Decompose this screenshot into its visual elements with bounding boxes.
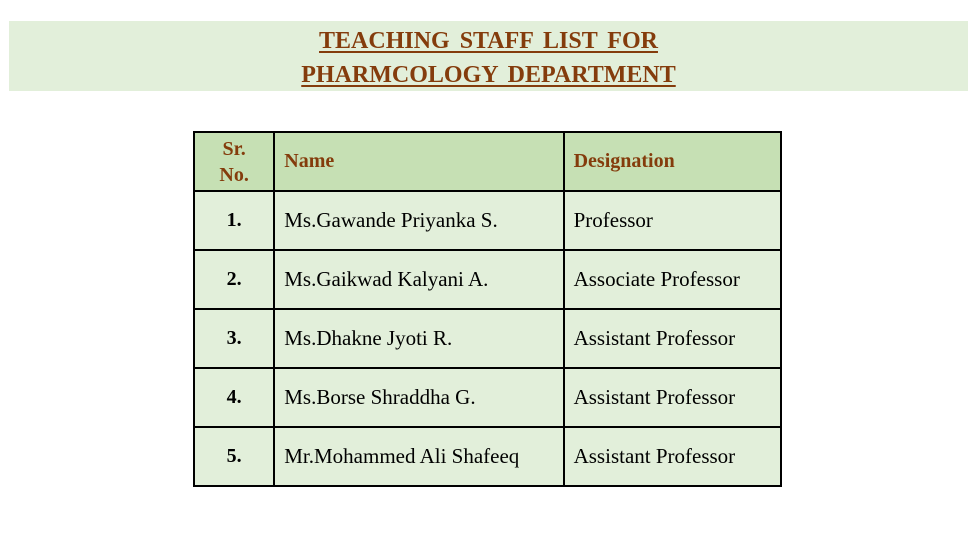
header-designation: Designation: [564, 132, 781, 191]
cell-designation: Assistant Professor: [564, 368, 781, 427]
title-line-2: PHARMCOLOGY DEPARTMENT: [301, 62, 676, 88]
table-row: [194, 250, 781, 309]
cell-name: Ms.Borse Shraddha G.: [274, 368, 563, 427]
cell-sr-no: 2.: [194, 250, 274, 309]
table-row: [194, 191, 781, 250]
table-row: [194, 309, 781, 368]
header-sr-line2: No.: [219, 163, 249, 186]
cell-designation: Professor: [564, 191, 781, 250]
header-name: Name: [274, 132, 563, 191]
cell-designation: Assistant Professor: [564, 309, 781, 368]
table-row: [194, 427, 781, 486]
cell-name: Ms.Gawande Priyanka S.: [274, 191, 563, 250]
staff-table: [193, 131, 782, 487]
cell-designation: Associate Professor: [564, 250, 781, 309]
cell-designation: Assistant Professor: [564, 427, 781, 486]
cell-sr-no: 3.: [194, 309, 274, 368]
cell-name: Mr.Mohammed Ali Shafeeq: [274, 427, 563, 486]
title-line-1: TEACHING STAFF LIST FOR: [319, 28, 658, 54]
table-header-row: [194, 132, 781, 191]
cell-sr-no: 5.: [194, 427, 274, 486]
table-row: [194, 368, 781, 427]
header-sr-line1: Sr.: [222, 137, 246, 160]
cell-sr-no: 1.: [194, 191, 274, 250]
cell-sr-no: 4.: [194, 368, 274, 427]
header-sr-no: [194, 132, 274, 191]
cell-name: Ms.Dhakne Jyoti R.: [274, 309, 563, 368]
cell-name: Ms.Gaikwad Kalyani A.: [274, 250, 563, 309]
title-banner: [9, 21, 968, 91]
